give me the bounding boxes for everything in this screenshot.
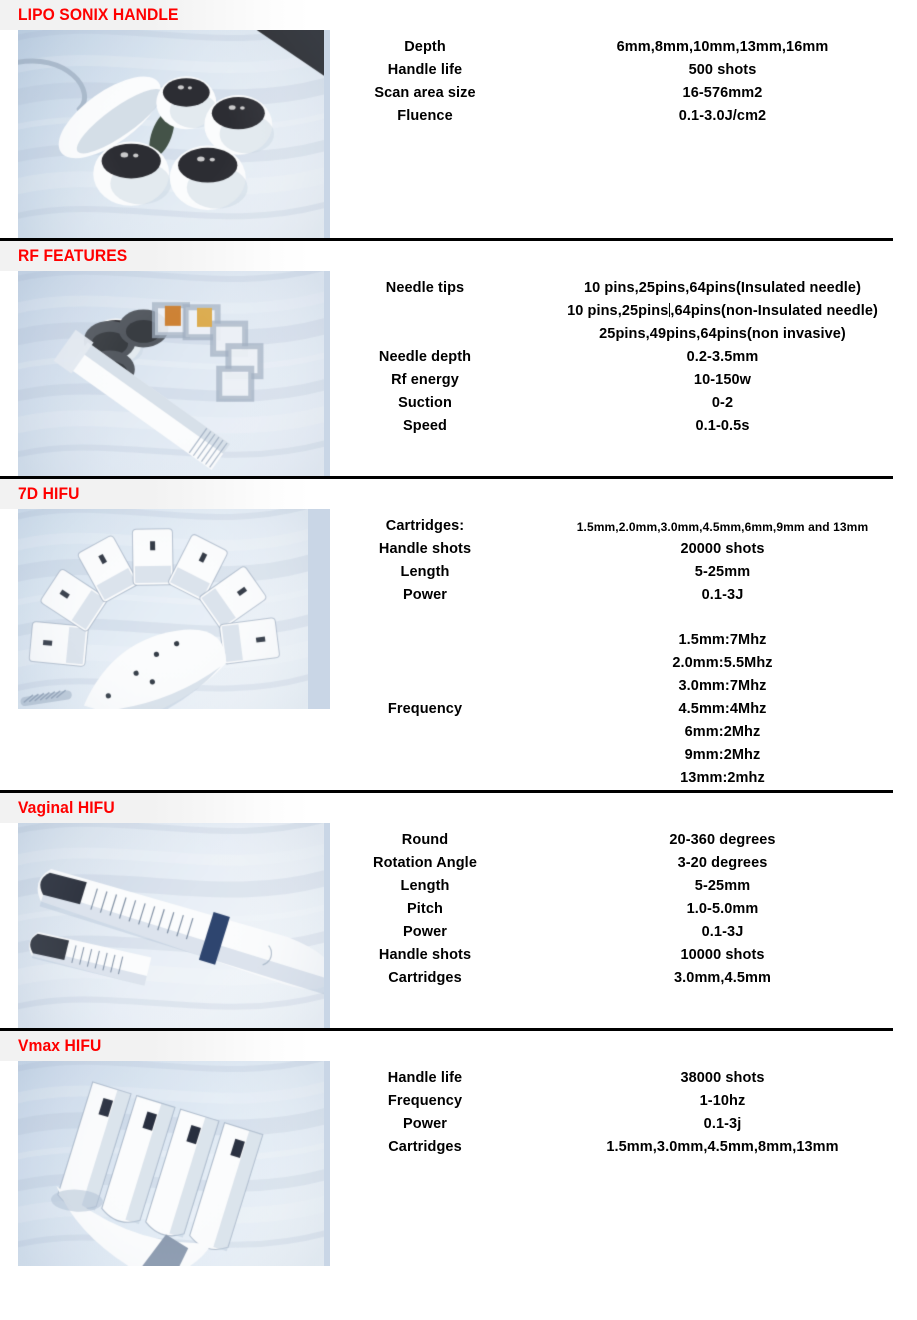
photo-column [0, 1061, 330, 1266]
spec-label: Handle shots [378, 541, 472, 557]
spec-row [330, 346, 917, 369]
spec-value-line: 1.5mm:7Mhz [678, 632, 767, 648]
spec-row [330, 1090, 917, 1113]
spec-label: Length [400, 878, 450, 894]
spec-row [330, 538, 917, 561]
spec-row [330, 1136, 917, 1159]
spec-label: Suction [398, 395, 452, 411]
spec-value-line-tail: ,64pins(non-Insulated needle) [670, 303, 878, 319]
spec-label: Frequency [387, 1093, 463, 1109]
spec-value: 0.1-3.0J/cm2 [678, 108, 767, 124]
spec-row [330, 829, 917, 852]
photo-column [0, 271, 330, 476]
spec-value: 1.0-5.0mm [686, 901, 759, 917]
spec-row [330, 561, 917, 584]
spec-row [330, 36, 917, 59]
spec-value-line: 6mm:2Mhz [684, 724, 761, 740]
photo-column [0, 30, 330, 238]
spec-label: Frequency [387, 701, 463, 717]
spec-row [330, 277, 917, 346]
spec-value: 0-2 [711, 395, 734, 411]
section-title-bar [0, 793, 917, 823]
spec-value-line: 4.5mm:4Mhz [678, 701, 767, 717]
spec-label: Needle depth [378, 349, 472, 365]
spec-label: Power [402, 1116, 447, 1132]
specs-column [330, 823, 917, 990]
spec-label: Pitch [407, 901, 443, 917]
spec-row [330, 944, 917, 967]
section-body [0, 823, 917, 1028]
section-title: RF FEATURES [18, 246, 128, 265]
7d-hifu-photo-canvas [18, 509, 308, 709]
spec-value: 20000 shots [680, 541, 765, 557]
spec-label: Rf energy [391, 372, 459, 388]
spec-value: 500 shots [688, 62, 757, 78]
section-title-bar [0, 241, 917, 271]
section-lipo-sonix-handle [0, 0, 917, 238]
section-body [0, 30, 917, 238]
spec-row [330, 629, 917, 790]
spec-value: 10-150w [693, 372, 752, 388]
spec-row [330, 415, 917, 438]
spec-row [330, 584, 917, 607]
spec-row [330, 392, 917, 415]
section-vaginal-hifu [0, 790, 917, 1028]
spec-spacer [330, 607, 917, 629]
spec-label: Depth [404, 39, 446, 55]
spec-value: 6mm,8mm,10mm,13mm,16mm [616, 39, 829, 55]
spec-row [330, 105, 917, 128]
spec-value-line: 10 pins,25pins,64pins(Insulated needle) [583, 280, 862, 296]
spec-label: Length [400, 564, 450, 580]
spec-value: 38000 shots [680, 1070, 765, 1086]
section-title-bar [0, 1031, 917, 1061]
vaginal-hifu-photo [18, 823, 330, 1028]
spec-row [330, 1067, 917, 1090]
spec-label: Power [402, 587, 447, 603]
spec-value-line [520, 300, 917, 323]
spec-label: Fluence [397, 108, 453, 124]
vmax-hifu-photo-canvas [18, 1061, 324, 1266]
specs-column [330, 271, 917, 438]
spec-row [330, 59, 917, 82]
section-title: Vmax HIFU [18, 1036, 102, 1055]
spec-row [330, 967, 917, 990]
spec-value: 5-25mm [694, 564, 751, 580]
spec-value: 5-25mm [694, 878, 751, 894]
lipo-sonix-handle-photo-canvas [18, 30, 324, 238]
spec-value: 0.1-0.5s [695, 418, 750, 434]
spec-row [330, 369, 917, 392]
specs-column [330, 509, 917, 790]
section-rf-features [0, 238, 917, 476]
spec-label: Round [401, 832, 449, 848]
spec-label: Cartridges [388, 1139, 462, 1155]
spec-row [330, 515, 917, 538]
spec-value: 3-20 degrees [677, 855, 768, 871]
spec-value: 16-576mm2 [682, 85, 763, 101]
spec-label: Speed [402, 418, 447, 434]
specs-column [330, 30, 917, 128]
section-vmax-hifu [0, 1028, 917, 1266]
spec-label: Power [402, 924, 447, 940]
spec-label: Handle life [387, 1070, 463, 1086]
vaginal-hifu-photo-canvas [18, 823, 324, 1028]
spec-row [330, 898, 917, 921]
spec-value: 0.1-3J [701, 924, 744, 940]
spec-value: 20-360 degrees [669, 832, 776, 848]
spec-value-line: 9mm:2Mhz [684, 747, 761, 763]
spec-value: 3.0mm,4.5mm [673, 970, 771, 986]
spec-value: 0.2-3.5mm [686, 349, 759, 365]
section-body [0, 271, 917, 476]
section-body [0, 509, 917, 790]
section-title-bar [0, 479, 917, 509]
spec-label: Handle shots [378, 947, 472, 963]
section-7d-hifu [0, 476, 917, 790]
spec-label: Cartridges: [385, 518, 465, 534]
spec-value [520, 629, 917, 790]
rf-features-photo [18, 271, 330, 476]
section-title: 7D HIFU [18, 484, 80, 503]
spec-label: Rotation Angle [373, 855, 477, 871]
spec-label: Needle tips [385, 280, 465, 296]
spec-value-line: 3.0mm:7Mhz [678, 678, 767, 694]
rf-features-photo-canvas [18, 271, 324, 476]
spec-label: Scan area size [374, 85, 476, 101]
specs-column [330, 1061, 917, 1159]
spec-row [330, 875, 917, 898]
spec-value [520, 277, 917, 346]
spec-row [330, 1113, 917, 1136]
spec-value-line-head: 10 pins,25pins [567, 303, 669, 319]
spec-label: Handle life [387, 62, 463, 78]
section-body [0, 1061, 917, 1266]
spec-value-line: 2.0mm:5.5Mhz [672, 655, 773, 671]
spec-value: 1.5mm,2.0mm,3.0mm,4.5mm,6mm,9mm and 13mm [576, 519, 869, 534]
spec-value-line: 25pins,49pins,64pins(non invasive) [599, 326, 846, 342]
spec-row [330, 921, 917, 944]
section-title-bar [0, 0, 917, 30]
section-title: LIPO SONIX HANDLE [18, 5, 179, 24]
photo-column [0, 509, 330, 709]
spec-row [330, 852, 917, 875]
spec-value: 1.5mm,3.0mm,4.5mm,8mm,13mm [606, 1139, 839, 1155]
spec-value: 0.1-3j [703, 1116, 742, 1132]
lipo-sonix-handle-photo [18, 30, 330, 238]
spec-value-line: 13mm:2mhz [680, 770, 765, 786]
vmax-hifu-photo [18, 1061, 330, 1266]
spec-label: Cartridges [388, 970, 462, 986]
spec-value: 0.1-3J [701, 587, 744, 603]
spec-value: 10000 shots [680, 947, 765, 963]
spec-value: 1-10hz [699, 1093, 746, 1109]
photo-column [0, 823, 330, 1028]
7d-hifu-photo [18, 509, 330, 709]
spec-row [330, 82, 917, 105]
section-title: Vaginal HIFU [18, 798, 115, 817]
